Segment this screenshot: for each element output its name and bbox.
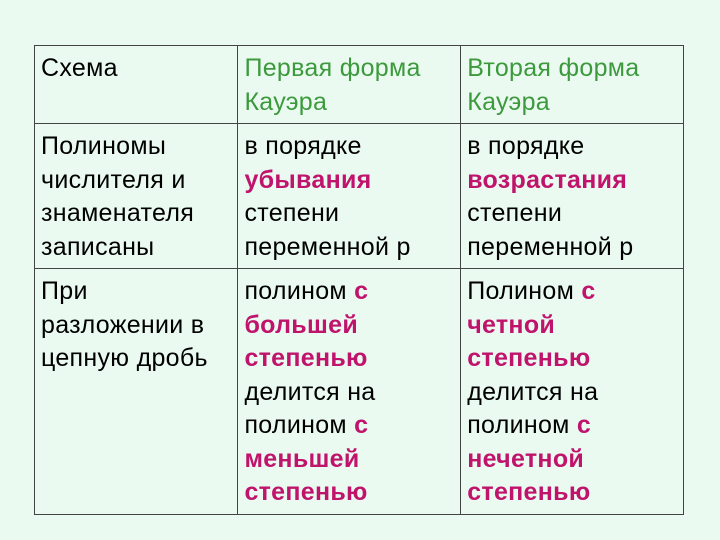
- expansion-first-line-5-text: полином: [244, 411, 355, 439]
- header-second-form-line-1: Вторая форма: [467, 54, 640, 82]
- expansion-first-line-5: [244, 409, 454, 443]
- expansion-label-line-1: При: [41, 277, 88, 305]
- ordering-second-line-1: в порядке: [467, 132, 585, 160]
- expansion-second-degree-1: степенью: [467, 344, 591, 372]
- ordering-label-line-3: знаменателя: [41, 199, 195, 227]
- expansion-label-line-3: цепную дробь: [41, 344, 208, 372]
- expansion-second-keyword-odd: нечетной: [467, 444, 585, 473]
- expansion-label-line-2: разложении в: [41, 310, 205, 339]
- expansion-first-form-cell: [238, 269, 461, 515]
- header-scheme-label: Схема: [41, 54, 118, 82]
- expansion-second-line-1-text: Полином: [467, 277, 582, 305]
- ordering-label-cell: [35, 124, 238, 269]
- expansion-first-degree-2: степенью: [244, 478, 368, 506]
- ordering-first-line-1: в порядке: [244, 132, 362, 160]
- expansion-first-line-1: [244, 275, 454, 309]
- expansion-first-divides: делится на: [244, 377, 376, 406]
- expansion-first-line-1-text: полином: [244, 277, 355, 305]
- expansion-second-divides: делится на: [467, 377, 599, 406]
- ordering-label-line-4: записаны: [41, 232, 155, 261]
- ordering-first-line-4: переменной p: [244, 232, 411, 261]
- ordering-first-keyword: убывания: [244, 165, 372, 194]
- ordering-second-form-cell: [461, 124, 684, 269]
- expansion-first-keyword-larger: большей: [244, 310, 358, 339]
- expansion-second-degree-2: степенью: [467, 478, 591, 506]
- expansion-label-cell: [35, 269, 238, 515]
- expansion-second-line-5: [467, 409, 677, 443]
- expansion-second-form-cell: [461, 269, 684, 515]
- ordering-second-line-4: переменной p: [467, 232, 634, 261]
- table-row-expansion: [35, 269, 684, 515]
- header-first-form-line-2: Кауэра: [244, 87, 328, 116]
- ordering-first-form-cell: [238, 124, 461, 269]
- header-first-form-line-1: Первая форма: [244, 54, 421, 82]
- expansion-second-line-1: [467, 275, 677, 309]
- expansion-second-line-5-text: полином: [467, 411, 577, 439]
- header-second-form-cell: [461, 46, 684, 124]
- table-row-ordering: [35, 124, 684, 269]
- expansion-second-keyword-even: четной: [467, 310, 556, 339]
- header-second-form-line-2: Кауэра: [467, 87, 550, 116]
- expansion-second-line-1-preposition: с: [581, 277, 596, 305]
- ordering-label-line-1: Полиномы: [41, 132, 167, 160]
- ordering-second-keyword: возрастания: [467, 165, 628, 194]
- header-first-form-cell: [238, 46, 461, 124]
- header-scheme-cell: [35, 46, 238, 124]
- ordering-second-line-3: степени: [467, 199, 563, 227]
- expansion-first-keyword-smaller: меньшей: [244, 444, 360, 473]
- ordering-label-line-2: числителя и: [41, 165, 186, 194]
- cauer-forms-table: [34, 45, 684, 515]
- expansion-first-line-5-preposition: с: [354, 411, 369, 439]
- expansion-first-degree-1: степенью: [244, 344, 368, 372]
- ordering-first-line-3: степени: [244, 199, 340, 227]
- expansion-first-line-1-preposition: с: [354, 277, 369, 305]
- expansion-second-line-5-preposition: с: [576, 411, 592, 439]
- table-header-row: [35, 46, 684, 124]
